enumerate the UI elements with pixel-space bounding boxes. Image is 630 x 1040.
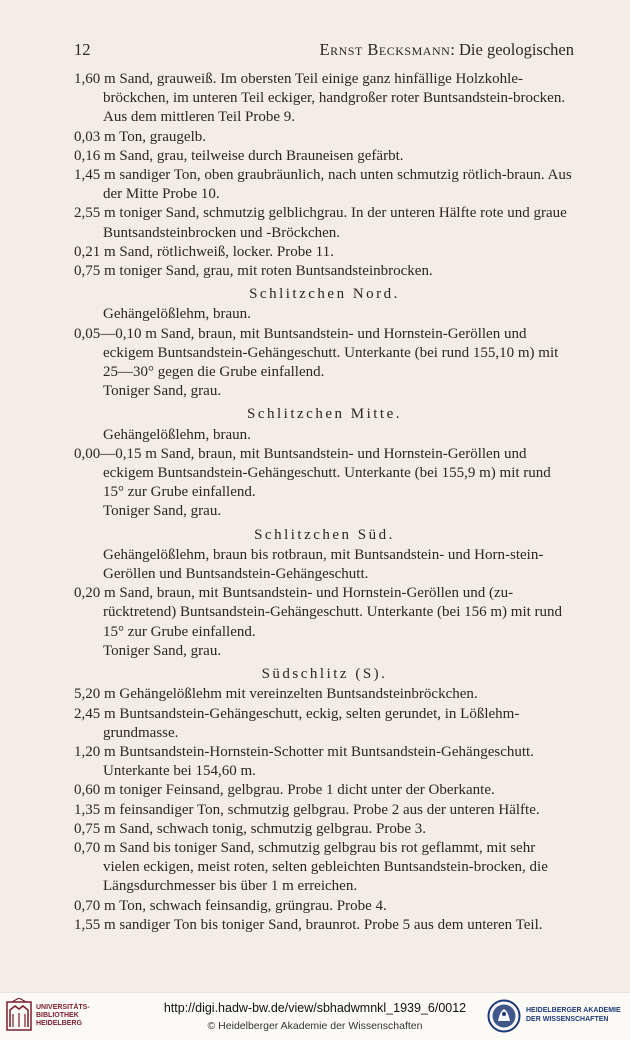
layer-entry: 0,16 m Sand, grau, teilweise durch Brauneisen gefärbt. xyxy=(74,147,404,164)
section-heading: Schlitzchen Süd. xyxy=(254,526,395,543)
layer-entry: 0,70 m Sand bis toniger Sand, schmutzig gelbgrau bis rot geflammt, mit sehr vielen eckigen, meist roten, selten gebleichten Buntsandstein-brocken, die Längsdurchmesser bis über 1 m erreichen. xyxy=(74,839,548,895)
academy-seal-icon[interactable] xyxy=(487,999,521,1033)
layer-entry: 0,20 m Sand, braun, mit Buntsandstein- und Hornstein-Geröllen und (zu-rücktretend) Buntsandstein-Gehängeschutt. Unterkante (bei 156 m) mit rund 15° zur Grube einfallend. xyxy=(74,585,563,640)
running-title-rest: : Die geologischen xyxy=(450,40,574,59)
layer-entry: 0,21 m Sand, rötlichweiß, locker. Probe 11. xyxy=(74,243,334,260)
layer-description: Gehängelößlehm, braun. xyxy=(103,306,251,323)
layer-entry: 1,45 m sandiger Ton, oben graubräunlich, nach unten schmutzig rötlich-braun. Aus der Mitte Probe 10. xyxy=(74,167,572,203)
layer-entry: 2,45 m Buntsandstein-Gehängeschutt, eckig, selten gerundet, in Lößlehm-grundmasse. xyxy=(74,705,520,741)
academy-name-line: DER WISSENSCHAFTEN xyxy=(526,1016,609,1023)
running-title-author: Ernst Becksmann xyxy=(319,40,451,59)
layer-entry: 1,35 m feinsandiger Ton, schmutzig gelbgrau. Probe 2 aus der unteren Hälfte. xyxy=(74,801,540,818)
layer-entry: 0,00—0,15 m Sand, braun, mit Buntsandstein- und Hornstein-Geröllen und eckigem Buntsandstein-Gehängeschutt. Unterkante (bei 155,9 m) mit rund 15° zur Grube einfallend. xyxy=(74,445,551,501)
layer-entry: 0,60 m toniger Feinsand, gelbgrau. Probe 1 dicht unter der Oberkante. xyxy=(74,782,495,799)
running-title xyxy=(320,40,574,60)
academy-name xyxy=(526,1006,621,1024)
layer-entry: 1,55 m sandiger Ton bis toniger Sand, braunrot. Probe 5 aus dem unteren Teil. xyxy=(74,916,543,933)
academy-name-line: HEIDELBERGER AKADEMIE xyxy=(526,1007,621,1014)
page-body xyxy=(74,70,575,935)
viewer-footer xyxy=(0,992,630,1040)
layer-entry: 0,70 m Ton, schwach feinsandig, grüngrau. Probe 4. xyxy=(74,897,387,914)
layer-description: Toniger Sand, grau. xyxy=(103,383,222,400)
section-heading: Schlitzchen Nord. xyxy=(249,286,400,303)
section-heading: Schlitzchen Mitte. xyxy=(247,406,402,423)
layer-description: Toniger Sand, grau. xyxy=(103,642,222,659)
page-number: 12 xyxy=(74,40,91,59)
permalink-url[interactable]: http://digi.hadw-bw.de/view/sbhadwmnkl_1939_6/0012 xyxy=(163,1001,467,1015)
layer-entry: 1,60 m Sand, grauweiß. Im obersten Teil einige ganz hinfällige Holzkohle-bröckchen, im unteren Teil eckiger, handgroßer roter Buntsandstein-brocken. Aus dem mittleren Teil Probe 9. xyxy=(74,71,566,126)
layer-description: Toniger Sand, grau. xyxy=(103,503,222,520)
layer-entry: 1,20 m Buntsandstein-Hornstein-Schotter mit Buntsandstein-Gehängeschutt. Unterkante bei 154,60 m. xyxy=(74,743,534,780)
layer-entry: 0,75 m Sand, schwach tonig, schmutzig gelbgrau. Probe 3. xyxy=(74,820,427,837)
layer-entry: 0,75 m toniger Sand, grau, mit roten Buntsandsteinbrocken. xyxy=(74,263,433,280)
layer-entry: 0,05—0,10 m Sand, braun, mit Buntsandstein- und Hornstein-Geröllen und eckigem Buntsandstein-Gehängeschutt. Unterkante (bei rund 155,10 m) mit 25—30° gegen die Grube einfallend. xyxy=(74,325,559,381)
university-library-name-line: HEIDELBERG xyxy=(36,1020,82,1027)
layer-description: Gehängelößlehm, braun. xyxy=(103,426,251,443)
layer-entry: 2,55 m toniger Sand, schmutzig gelblichgrau. In der unteren Hälfte rote und graue Buntsandsteinbrocken und -Bröckchen. xyxy=(74,205,567,241)
university-library-name-line: BIBLIOTHEK xyxy=(36,1012,79,1019)
university-library-name-line: UNIVERSITÄTS- xyxy=(36,1004,90,1011)
copyright-notice: © Heidelberger Akademie der Wissenschaften xyxy=(207,1020,423,1032)
layer-entry: 5,20 m Gehängelößlehm mit vereinzelten Buntsandsteinbröckchen. xyxy=(74,686,478,703)
layer-description: Gehängelößlehm, braun bis rotbraun, mit Buntsandstein- und Horn-stein-Geröllen und Buntsandstein-Gehängeschutt. xyxy=(103,546,544,583)
running-header xyxy=(74,40,574,62)
layer-entry: 0,03 m Ton, graugelb. xyxy=(74,128,206,145)
section-heading: Südschlitz (S). xyxy=(261,666,388,683)
